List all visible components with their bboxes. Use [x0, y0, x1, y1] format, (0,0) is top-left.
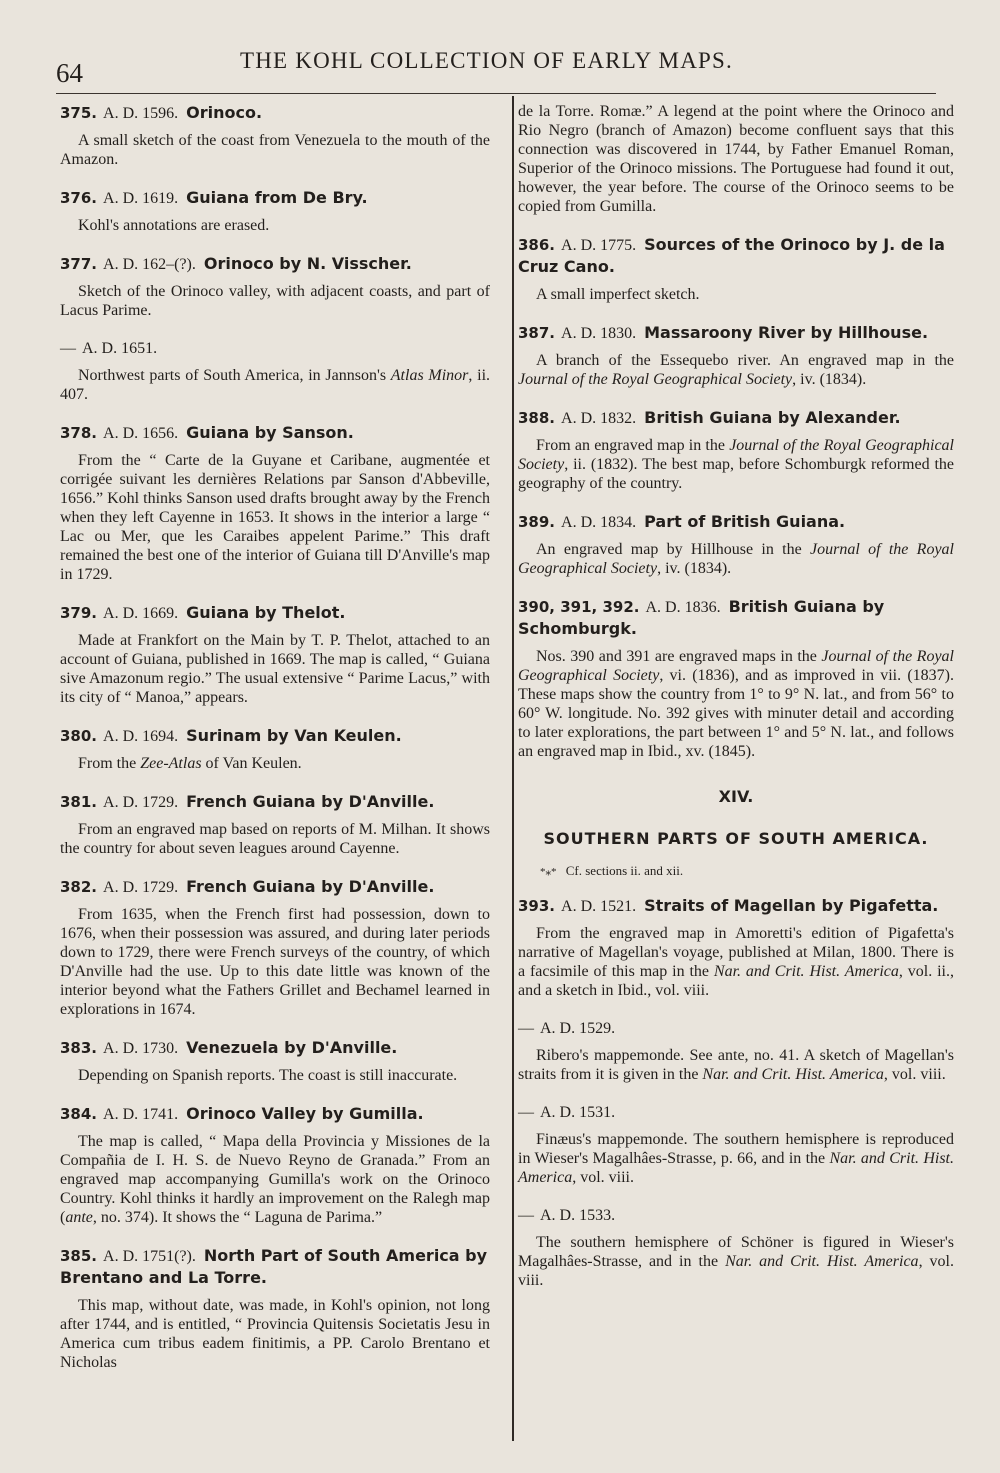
catalog-entry [518, 234, 954, 304]
description-text: Northwest parts of South America, in Jannson's [78, 367, 391, 384]
entry-date: A. D. 1529. [540, 1020, 616, 1037]
page-number: 64 [56, 58, 83, 88]
entry-date: A. D. 162–(?). [103, 256, 196, 273]
entries-group-a [518, 234, 954, 761]
entry-date: A. D. 1730. [103, 1040, 179, 1057]
entry-heading [60, 1245, 490, 1289]
entry-date: A. D. 1651. [82, 340, 158, 357]
entry-heading [518, 1205, 954, 1226]
publication-title: Nar. and Crit. Hist. America [725, 1253, 919, 1270]
entry-description [60, 1132, 490, 1227]
description-text: A branch of the Essequebo river. An engraved map in the [536, 352, 954, 369]
asterism-icon: *⁎* [540, 866, 557, 878]
catalog-entry [60, 253, 490, 320]
entry-description [518, 351, 954, 389]
entry-description [518, 540, 954, 578]
entry-heading [60, 1103, 490, 1125]
entry-title: Orinoco by N. Visscher. [203, 254, 412, 273]
entry-title: French Guiana by D'Anville. [186, 792, 435, 811]
description-text: Nos. 390 and 391 are engraved maps in the [536, 648, 822, 665]
header-rule [56, 93, 936, 94]
entry-number: 390, 391, 392. [518, 598, 640, 616]
catalog-entry [518, 407, 954, 493]
entry-title: Orinoco. [186, 103, 263, 122]
entry-title: Orinoco Valley by Gumilla. [186, 1104, 424, 1123]
description-text: From the [78, 755, 141, 772]
entry-date: A. D. 1656. [103, 425, 179, 442]
entry-number: — [518, 1207, 534, 1224]
cross-reference-text: Cf. sections ii. and xii. [565, 863, 684, 878]
entry-heading [518, 1018, 954, 1039]
description-text: , ii. (1832). The best map, before Schomburgk reformed the geography of the country. [518, 456, 954, 492]
entry-title: Straits of Magellan by Pigafetta. [644, 896, 939, 915]
entry-date: A. D. 1832. [561, 410, 637, 427]
entry-description: A small imperfect sketch. [536, 286, 700, 303]
left-column [60, 102, 490, 1390]
entry-date: A. D. 1834. [561, 514, 637, 531]
entry-date: A. D. 1751(?). [103, 1248, 196, 1265]
description-text: From the engraved map in Amoretti's edition of Pigafetta's narrative of Magellan's voyage, published at Milan, 1800. There is a facsimile of this map in the [518, 925, 954, 980]
entry-title: Guiana by Sanson. [186, 423, 354, 442]
entry-heading [60, 422, 490, 444]
catalog-entry [518, 1205, 954, 1290]
entry-date: A. D. 1669. [103, 605, 179, 622]
description-text: , vol. viii. [883, 1066, 946, 1083]
running-title: THE KOHL COLLECTION OF EARLY MAPS. [240, 48, 733, 73]
entry-description [518, 924, 954, 1000]
entry-date: A. D. 1531. [540, 1104, 616, 1121]
description-text: , no. 374). It shows the “ Laguna de Parima.” [92, 1209, 383, 1226]
catalog-entry [60, 1245, 490, 1372]
publication-title: Journal of the Royal Geographical Society [518, 437, 954, 473]
entry-heading [518, 511, 954, 533]
description-text: From an engraved map in the [536, 437, 730, 454]
entry-number: 385. [60, 1247, 98, 1265]
entry-title: British Guiana by Schomburgk. [518, 597, 885, 638]
entries-group-b [518, 895, 954, 1290]
entry-heading [518, 1102, 954, 1123]
entry-description: From 1635, when the French first had possession, down to 1676, when their possession was assured, and during later periods down to 1729, there were French surveys of the country, of which D'Anville had the use. Up to this date little was known of the interior beyond what the Fathers Grillet and Bechamel learned in explorations in 1674. [60, 906, 490, 1018]
catalog-entry [518, 1018, 954, 1084]
entry-heading [60, 602, 490, 624]
entry-number: — [60, 340, 76, 357]
entry-number: 380. [60, 727, 98, 745]
description-text: The map is called, “ Mapa della Provincia y Missiones de la Compañia de I. H. S. de Nuevo Reyno de Granada.” From an engraved map accompanying Gumilla's work on the Orinoco Country. Kohl thinks it hardly an improvement on the Ralegh map ( [60, 1133, 490, 1226]
catalog-entry [518, 1102, 954, 1187]
publication-title: Nar. and Crit. Hist. America [713, 963, 899, 980]
entry-number: — [518, 1020, 534, 1037]
right-column [518, 102, 954, 1308]
entry-description: From an engraved map based on reports of M. Milhan. It shows the country for about seven leagues around Cayenne. [60, 821, 490, 857]
entry-description: A small sketch of the coast from Venezuela to the mouth of the Amazon. [60, 132, 490, 168]
catalog-entry [60, 102, 490, 169]
description-text: , ii. 407. [60, 367, 491, 403]
entry-number: — [518, 1104, 534, 1121]
entry-heading [518, 407, 954, 429]
entry-description [60, 754, 490, 773]
catalog-entry [60, 1037, 490, 1085]
entry-number: 379. [60, 604, 98, 622]
entry-title: Massaroony River by Hillhouse. [644, 323, 929, 342]
catalog-entry [60, 876, 490, 1019]
entry-number: 381. [60, 793, 98, 811]
publication-title: Journal of the Royal Geographical Society [518, 541, 954, 577]
entry-date: A. D. 1521. [561, 898, 637, 915]
entry-heading [60, 791, 490, 813]
entry-number: 382. [60, 878, 98, 896]
catalog-entry [518, 322, 954, 389]
entry-date: A. D. 1619. [103, 190, 179, 207]
entry-number: 375. [60, 104, 98, 122]
entry-description [518, 1046, 954, 1084]
entry-heading [518, 234, 954, 278]
entry-number: 389. [518, 513, 556, 531]
section-title: SOUTHERN PARTS OF SOUTH AMERICA. [543, 829, 929, 848]
description-text: , vol. ii., and a sketch in Ibid., vol. viii. [518, 963, 954, 999]
publication-title: Journal of the Royal Geographical Society [518, 371, 793, 388]
entry-title: Venezuela by D'Anville. [186, 1038, 398, 1057]
entry-number: 383. [60, 1039, 98, 1057]
publication-title: Nar. and Crit. Hist. America [702, 1066, 884, 1083]
cross-reference [518, 863, 954, 879]
catalog-entry [60, 187, 490, 235]
publication-title: Journal of the Royal Geographical Society [518, 648, 954, 684]
description-text: An engraved map by Hillhouse in the [536, 541, 811, 558]
catalog-entry [60, 422, 490, 584]
entry-heading [60, 876, 490, 898]
entry-heading [60, 102, 490, 124]
catalog-entry [518, 895, 954, 1000]
entry-description: Made at Frankfort on the Main by T. P. Thelot, attached to an account of Guiana, published in 1669. The map is called, “ Guiana sive Amazonum regio.” The usual extensive “ Parime Lacus,” with its city of “ Manoa,” appears. [60, 632, 490, 706]
continuation-text: de la Torre. Romæ.” A legend at the point where the Orinoco and Rio Negro (branch of Amazon) become confluent says that this connection was discovered in 1744, by Father Emanuel Roman, Superior of the Orinoco missions. The Portuguese had found it out, however, the year before. The course of the Orinoco seems to be copied from Gumilla. [518, 103, 954, 215]
entry-title: Surinam by Van Keulen. [186, 726, 402, 745]
publication-title: Zee-Atlas [140, 755, 202, 772]
description-text: Ribero's mappemonde. See ante, no. 41. A sketch of Magellan's straits from it is given in the [518, 1047, 954, 1083]
publication-title: Nar. and Crit. Hist. America [518, 1150, 955, 1186]
catalog-entry [60, 725, 490, 773]
catalog-entry [60, 602, 490, 707]
entry-heading [518, 895, 954, 917]
entry-number: 376. [60, 189, 98, 207]
catalog-entry [60, 791, 490, 858]
entry-title: Part of British Guiana. [644, 512, 846, 531]
entry-description: Sketch of the Orinoco valley, with adjacent coasts, and part of Lacus Parime. [60, 283, 490, 319]
catalog-entry [518, 596, 954, 761]
entry-title: British Guiana by Alexander. [644, 408, 901, 427]
entry-number: 388. [518, 409, 556, 427]
entry-number: 384. [60, 1105, 98, 1123]
entry-description: Depending on Spanish reports. The coast is still inaccurate. [78, 1067, 458, 1084]
column-divider [512, 96, 514, 1441]
entry-title: Sources of the Orinoco by J. de la Cruz Cano. [518, 235, 945, 276]
entry-date: A. D. 1694. [103, 728, 179, 745]
entry-date: A. D. 1775. [561, 237, 637, 254]
entry-heading [518, 322, 954, 344]
entry-title: Guiana by Thelot. [186, 603, 346, 622]
entry-date: A. D. 1596. [103, 105, 179, 122]
entry-title: Guiana from De Bry. [186, 188, 368, 207]
entry-date: A. D. 1729. [103, 794, 179, 811]
entry-number: 377. [60, 255, 98, 273]
section-numeral: XIV. [718, 787, 754, 806]
entry-number: 386. [518, 236, 556, 254]
description-text: , vol. viii. [518, 1253, 955, 1289]
entry-heading [60, 253, 490, 275]
description-text: , vol. viii. [572, 1169, 634, 1186]
entry-heading [518, 596, 954, 640]
entry-description [518, 1130, 954, 1187]
entry-title: French Guiana by D'Anville. [186, 877, 435, 896]
description-text: , iv. (1834). [657, 560, 732, 577]
entry-heading [60, 725, 490, 747]
publication-title: ante [65, 1209, 93, 1226]
entry-date: A. D. 1729. [103, 879, 179, 896]
entry-number: 393. [518, 897, 556, 915]
entry-description: This map, without date, was made, in Kohl's opinion, not long after 1744, and is entitled, “ Provincia Quitensis Societatis Jesu in America cum tribus eadem finitimis, a PP. Carolo Brentano et Nicholas [60, 1297, 490, 1371]
catalog-entry [518, 511, 954, 578]
description-text: , iv. (1834). [792, 371, 867, 388]
catalog-entry [60, 1103, 490, 1227]
entry-description [518, 1233, 954, 1290]
entry-description [60, 366, 490, 404]
entry-date: A. D. 1830. [561, 325, 637, 342]
entry-title: North Part of South America by Brentano and La Torre. [60, 1246, 488, 1287]
entry-description: Kohl's annotations are erased. [78, 217, 270, 234]
description-text: , vi. (1836), and as improved in vii. (1837). These maps show the country from 1° to 9° N. lat., and from 56° to 60° W. longitude. No. 392 gives with minuter detail and according to later explorations, the part between 1° and 5° N. lat., and follows an engraved map in Ibid., xv. (1845). [518, 667, 955, 760]
publication-title: Atlas Minor [390, 367, 469, 384]
entry-number: 378. [60, 424, 98, 442]
entry-description [518, 436, 954, 493]
entry-description [518, 647, 954, 761]
entry-heading [60, 187, 490, 209]
entry-date: A. D. 1533. [540, 1207, 616, 1224]
entry-date: A. D. 1836. [645, 599, 721, 616]
entry-date: A. D. 1741. [103, 1106, 179, 1123]
description-text: The southern hemisphere of Schöner is figured in Wieser's Magalhâes-Strasse, and in the [518, 1234, 954, 1270]
entry-heading [60, 338, 490, 359]
description-text: Finæus's mappemonde. The southern hemisphere is reproduced in Wieser's Magalhâes-Strasse, p. 66, and in the [518, 1131, 954, 1167]
description-text: of Van Keulen. [201, 755, 302, 772]
catalog-entry [60, 338, 490, 404]
entry-heading [60, 1037, 490, 1059]
entry-description: From the “ Carte de la Guyane et Caribane, augmentée et corrigée suivant les dernières Relations par Sanson d'Abbeville, 1656.” Kohl thinks Sanson used drafts brought away by the French when they left Cayenne in 1653. It shows in the interior a large “ Lac ou Mer, que les Caraibes appelent Parime.” This draft remained the best one of the interior of Guiana till D'Anville's map in 1729. [60, 452, 490, 583]
entry-number: 387. [518, 324, 556, 342]
